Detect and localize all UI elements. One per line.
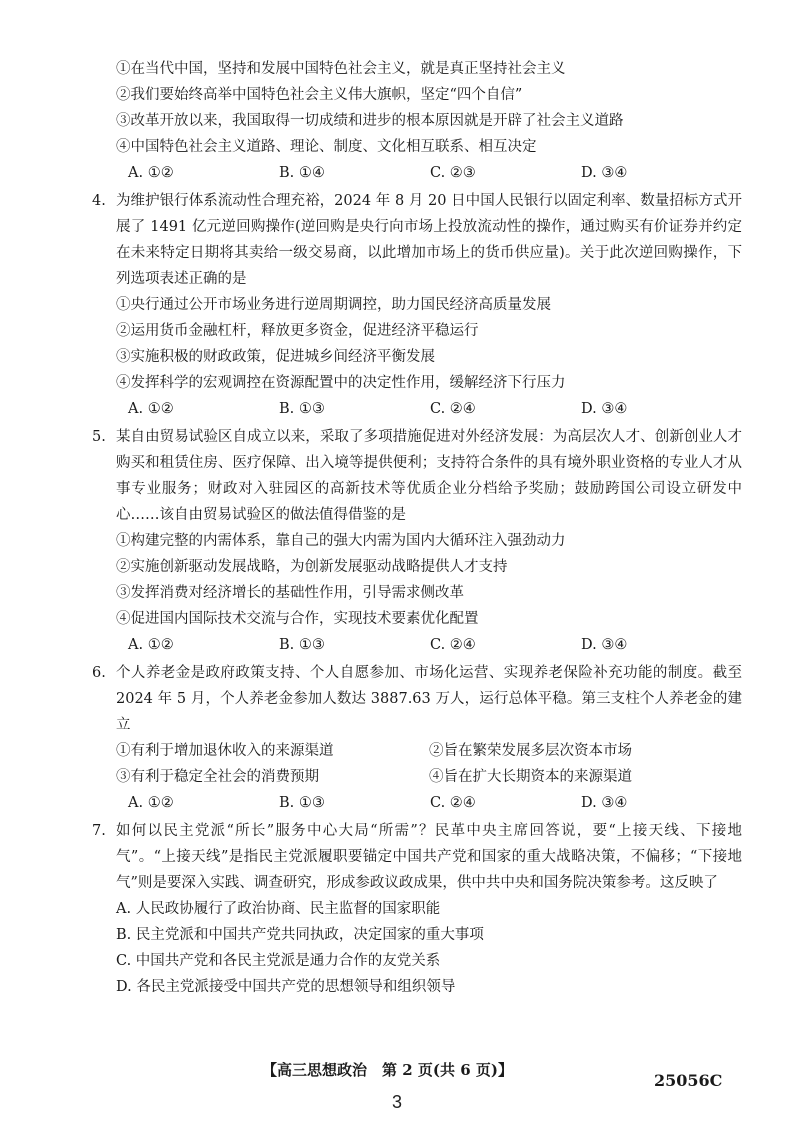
statement: ①在当代中国，坚持和发展中国特色社会主义，就是真正坚持社会主义 xyxy=(116,61,566,77)
choice-d: D. ③④ xyxy=(581,165,628,181)
statement: ②我们要始终高举中国特色社会主义伟大旗帜，坚定“四个自信” xyxy=(116,87,523,103)
question-number: 5. xyxy=(92,429,106,445)
choice-d: D. ③④ xyxy=(581,401,628,417)
statement: ①央行通过公开市场业务进行逆周期调控，助力国民经济高质量发展 xyxy=(116,297,551,313)
question-5 xyxy=(92,424,742,658)
statement: ①有利于增加退休收入的来源渠道 xyxy=(116,743,334,759)
question-3-tail xyxy=(92,56,742,186)
question-number: 6. xyxy=(92,665,106,681)
choice-a: A. ①② xyxy=(128,637,174,653)
choice-c: C. ②④ xyxy=(430,795,476,811)
statement: ②旨在繁荣发展多层次资本市场 xyxy=(429,743,632,759)
statement: ③实施积极的财政政策，促进城乡间经济平衡发展 xyxy=(116,349,435,365)
paper-code: 25056C xyxy=(654,1071,723,1090)
statement: ④中国特色社会主义道路、理论、制度、文化相互联系、相互决定 xyxy=(116,139,537,155)
question-text: 某自由贸易试验区自成立以来，采取了多项措施促进对外经济发展：为高层次人才、创新创业人才购买和租赁住房、医疗保障、出入境等提供便利；支持符合条件的具有境外职业资格的专业人才从事专业服务；财政对入驻园区的高新技术等优质企业分档给予奖励；鼓励跨国公司设立研发中心……该自由贸易试验区的做法值得借鉴的是 xyxy=(116,429,742,523)
statement: ③改革开放以来，我国取得一切成绩和进步的根本原因就是开辟了社会主义道路 xyxy=(116,113,624,129)
page-content xyxy=(92,56,742,1000)
question-4 xyxy=(92,188,742,422)
question-6 xyxy=(92,660,742,816)
statement-grid xyxy=(116,738,742,790)
question-stem xyxy=(92,818,742,896)
option-d: D. 各民主党派接受中国共产党的思想领导和组织领导 xyxy=(116,979,456,995)
statement-row xyxy=(116,764,742,790)
statement: ①构建完整的内需体系，靠自己的强大内需为国内大循环注入强劲动力 xyxy=(116,533,566,549)
choice-c: C. ②③ xyxy=(430,165,476,181)
statement-row xyxy=(116,738,742,764)
choice-d: D. ③④ xyxy=(581,637,628,653)
statement: ④促进国内国际技术交流与合作，实现技术要素优化配置 xyxy=(116,611,479,627)
choice-a: A. ①② xyxy=(128,795,174,811)
statement: ②运用货币金融杠杆，释放更多资金，促进经济平稳运行 xyxy=(116,323,479,339)
choice-d: D. ③④ xyxy=(581,795,628,811)
statement: ④旨在扩大长期资本的来源渠道 xyxy=(429,769,632,785)
choice-b: B. ①③ xyxy=(279,795,325,811)
answer-choices xyxy=(128,790,742,816)
option-a: A. 人民政协履行了政治协商、民主监督的国家职能 xyxy=(116,901,441,917)
choice-a: A. ①② xyxy=(128,401,174,417)
choice-b: B. ①④ xyxy=(279,165,325,181)
question-text: 为维护银行体系流动性合理充裕，2024 年 8 月 20 日中国人民银行以固定利率、数量招标方式开展了 1491 亿元逆回购操作(逆回购是央行向市场上投放流动性的操作，通过购买有价证券并约定在未来特定日期将其卖给一级交易商，以此增加市场上的货币供应量)。关于此次逆回购操作，下列选项表述正确的是 xyxy=(116,193,742,287)
choice-b: B. ①③ xyxy=(279,401,325,417)
answer-choices xyxy=(128,160,742,186)
question-stem xyxy=(92,424,742,528)
answer-choices xyxy=(128,632,742,658)
question-7 xyxy=(92,818,742,1000)
choice-b: B. ①③ xyxy=(279,637,325,653)
statement: ②实施创新驱动发展战略，为创新发展驱动战略提供人才支持 xyxy=(116,559,508,575)
question-number: 7. xyxy=(92,823,106,839)
question-text: 个人养老金是政府政策支持、个人自愿参加、市场化运营、实现养老保险补充功能的制度。截至 2024 年 5 月，个人养老金参加人数达 3887.63 万人，运行总体平稳。第三支柱个人养老金的建立 xyxy=(116,665,742,733)
question-number: 4. xyxy=(92,193,106,209)
question-stem xyxy=(92,660,742,738)
answer-choices xyxy=(128,396,742,422)
choice-c: C. ②④ xyxy=(430,637,476,653)
option-b: B. 民主党派和中国共产党共同执政，决定国家的重大事项 xyxy=(116,927,484,943)
question-text: 如何以民主党派“所长”服务中心大局“所需”？民革中央主席回答说，要“上接天线、下接地气”。“上接天线”是指民主党派履职要锚定中国共产党和国家的重大战略决策，不偏移；“下接地气”则是要深入实践、调查研究，形成参政议政成果，供中共中央和国务院决策参考。这反映了 xyxy=(116,823,742,891)
footer-title: 【高三思想政治 第 2 页(共 6 页)】 xyxy=(262,1061,513,1079)
page-number: 3 xyxy=(391,1092,402,1112)
statement: ③有利于稳定全社会的消费预期 xyxy=(116,769,319,785)
statement: ③发挥消费对经济增长的基础性作用，引导需求侧改革 xyxy=(116,585,464,601)
choice-a: A. ①② xyxy=(128,165,174,181)
statement: ④发挥科学的宏观调控在资源配置中的决定性作用，缓解经济下行压力 xyxy=(116,375,566,391)
choice-c: C. ②④ xyxy=(430,401,476,417)
question-stem xyxy=(92,188,742,292)
option-c: C. 中国共产党和各民主党派是通力合作的友党关系 xyxy=(116,953,441,969)
